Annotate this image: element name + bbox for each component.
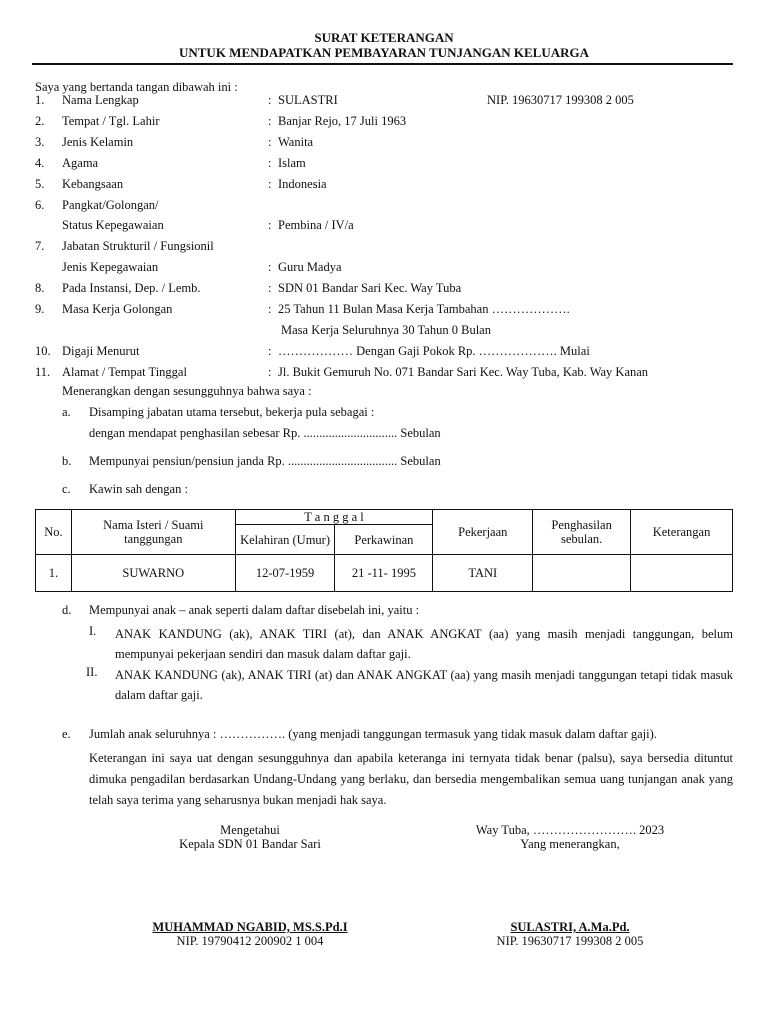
signer-right-nip: NIP. 19630717 199308 2 005 (496, 934, 644, 948)
item-value: Guru Madya (278, 260, 342, 275)
item-colon: : (268, 260, 272, 275)
document-title: SURAT KETERANGAN (314, 30, 454, 45)
header-nama: Nama Isteri / Suami tanggungan (71, 510, 235, 555)
sign-left-line2: Kepala SDN 01 Bandar Sari (179, 837, 321, 851)
item-number: 9. (35, 302, 45, 316)
item-label: Jenis Kepegawaian (62, 260, 159, 275)
item-value: Islam (278, 155, 306, 170)
item-number: 4. (35, 155, 45, 170)
item-e-letter: e. (62, 727, 71, 741)
item-label: Tempat / Tgl. Lahir (62, 113, 160, 128)
item-label: Pada Instansi, Dep. / Lemb. (62, 281, 201, 296)
item-colon: : (268, 93, 272, 107)
item-number: 10. (35, 343, 51, 358)
cell-kelahiran: 12-07-1959 (235, 555, 335, 592)
item-value: Pembina / IV/a (278, 218, 354, 233)
item-number: 2. (35, 113, 45, 128)
item-a-line1: Disamping jabatan utama tersebut, bekerja pula sebagai : (89, 405, 375, 419)
table-row (36, 555, 733, 592)
item-label: Jabatan Strukturil / Fungsionil (62, 239, 214, 254)
item-d-line: Mempunyai anak – anak seperti dalam daftar disebelah ini, yaitu : (89, 603, 420, 617)
item-label: Digaji Menurut (62, 343, 140, 358)
item-label: Alamat / Tempat Tinggal (62, 364, 187, 379)
item-label: Status Kepegawaian (62, 218, 164, 233)
item-value: SDN 01 Bandar Sari Kec. Way Tuba (278, 281, 462, 296)
title-rule (32, 63, 733, 65)
header-no: No. (36, 510, 72, 555)
document-subtitle: UNTUK MENDAPATKAN PEMBAYARAN TUNJANGAN KELUARGA (178, 45, 589, 60)
header-keterangan: Keterangan (631, 510, 733, 555)
item-b-letter: b. (62, 454, 72, 468)
item-value: Masa Kerja Seluruhnya 30 Tahun 0 Bulan (281, 322, 491, 337)
item-label: Masa Kerja Golongan (62, 302, 173, 316)
item-c-letter: c. (62, 482, 71, 496)
signer-left-nip: NIP. 19790412 200902 1 004 (176, 934, 324, 948)
declaration-text: Menerangkan dengan sesungguhnya bahwa saya : (62, 384, 312, 398)
item-colon: : (268, 176, 272, 191)
item-value: ……………… Dengan Gaji Pokok Rp. ………………. Mulai (278, 343, 590, 358)
item-number: 1. (35, 93, 45, 107)
item-value: SULASTRI (278, 93, 338, 107)
header-penghasilan: Penghasilan sebulan. (533, 510, 631, 555)
item-label: Kebangsaan (62, 176, 124, 191)
item-label: Jenis Kelamin (62, 134, 134, 149)
item-number: 5. (35, 176, 45, 191)
item-b-line: Mempunyai pensiun/pensiun janda Rp. ................................... Sebulan (89, 454, 441, 468)
header-perkawinan: Perkawinan (335, 525, 433, 555)
item-colon: : (268, 302, 272, 316)
signer-left-name: MUHAMMAD NGABID, MS.S.Pd.I (152, 920, 348, 934)
item-label: Nama Lengkap (62, 93, 139, 107)
item-colon: : (268, 155, 272, 170)
item-label: Agama (62, 155, 99, 170)
sign-right-line1: Way Tuba, ……………………. 2023 (475, 823, 665, 837)
item-number: 8. (35, 281, 45, 296)
header-tanggal: T a n g g a l (235, 510, 433, 525)
item-colon: : (268, 343, 272, 358)
item-number: 7. (35, 239, 45, 254)
header-pekerjaan: Pekerjaan (433, 510, 533, 555)
item-value: Indonesia (278, 176, 327, 191)
item-d2-text: ANAK KANDUNG (ak), ANAK TIRI (at) dan ANAK ANGKAT (aa) yang masih menjadi tanggungan tetapi tidak masuk dalam daftar gaji. (115, 668, 733, 702)
item-value: Wanita (278, 134, 314, 149)
intro-text: Saya yang bertanda tangan dibawah ini : (35, 80, 238, 94)
sign-right-line2: Yang menerangkan, (520, 837, 620, 851)
item-a-letter: a. (62, 405, 71, 419)
item-colon: : (268, 134, 272, 149)
item-colon: : (268, 281, 272, 296)
cell-pekerjaan: TANI (433, 555, 533, 592)
cell-perkawinan: 21 -11- 1995 (335, 555, 433, 592)
item-number: 3. (35, 134, 45, 149)
item-c-line: Kawin sah dengan : (89, 482, 188, 496)
item-value: Banjar Rejo, 17 Juli 1963 (278, 113, 407, 128)
item-number: 11. (35, 364, 51, 379)
item-colon: : (268, 218, 272, 233)
header-kelahiran: Kelahiran (Umur) (235, 525, 335, 555)
cell-no: 1. (36, 555, 72, 592)
nip-top: NIP. 19630717 199308 2 005 (487, 93, 634, 107)
item-colon: : (268, 364, 272, 379)
item-a-line2: dengan mendapat penghasilan sebesar Rp. .............................. Sebulan (89, 426, 441, 440)
item-value: 25 Tahun 11 Bulan Masa Kerja Tambahan ………………. (278, 302, 570, 316)
cell-keterangan (631, 555, 733, 592)
item-d2-num: II. (86, 665, 98, 679)
item-value: Jl. Bukit Gemuruh No. 071 Bandar Sari Kec. Way Tuba, Kab. Way Kanan (278, 364, 649, 379)
item-d-letter: d. (62, 603, 72, 617)
item-label: Pangkat/Golongan/ (62, 197, 159, 212)
item-e-line: Jumlah anak seluruhnya : ……………. (yang menjadi tanggungan termasuk yang tidak masuk dalam daftar gaji). (89, 727, 657, 741)
cell-penghasilan (533, 555, 631, 592)
signer-right-name: SULASTRI, A.Ma.Pd. (510, 920, 630, 934)
item-d1-num: I. (89, 624, 97, 638)
statement-paragraph: Keterangan ini saya uat dengan sesungguhnya dan apabila keteranga ini ternyata tidak benar (palsu), saya bersedia dituntut dimuka pengadilan berdasarkan Undang-Undang yang berlaku, dan bersedia mengembalikan semua uang tunjangan anak yang telah saya terima yang seharusnya bukan menjadi hak saya. (89, 751, 733, 807)
item-d1-text: ANAK KANDUNG (ak), ANAK TIRI (at), dan ANAK ANGKAT (aa) yang masih menjadi tanggungan, belum mempunyai pekerjaan sendiri dan masuk dalam daftar gaji. (115, 627, 733, 661)
cell-nama: SUWARNO (71, 555, 235, 592)
item-number: 6. (35, 197, 45, 212)
sign-left-line1: Mengetahui (220, 823, 280, 837)
item-colon: : (268, 113, 272, 128)
spouse-table (35, 509, 733, 592)
